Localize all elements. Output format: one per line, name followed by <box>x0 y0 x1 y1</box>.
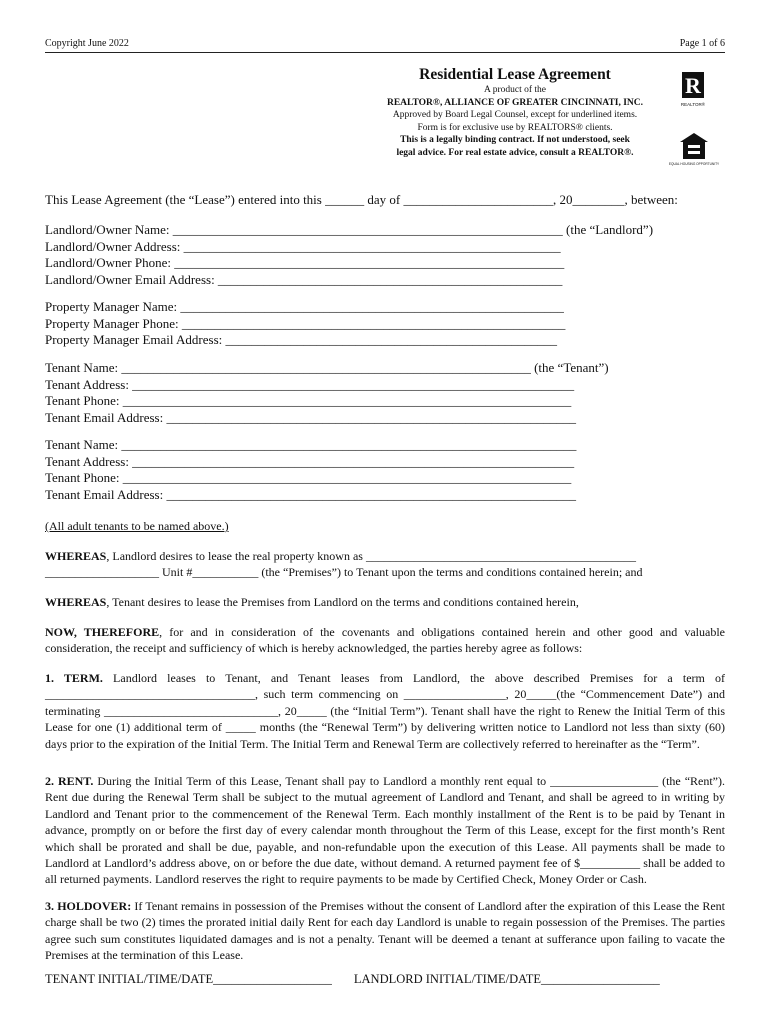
rent-text: During the Initial Term of this Lease, Tenant shall pay to Landlord a monthly rent equal to __________________ (the “Rent”). Rent due during the Renewal Term shall be subject to the mutual agreement of Landlord and Tenant, and shall be agreed to in writing by Landlord and Tenant prior to the commencement of the Renewal Term. Each monthly installment of the Rent is to be paid by Tenant in advance, promptly on or before the first day of every calendar month throughout the Term of this Lease, except for the first month’s Rent which shall be prorated and shall be due, payable, and non-refundable upon the execution of this Lease. All payments shall be made to Landlord at Landlord’s address above, on or before the due date, without demand. A returned payment fee of $__________ shall be added to all returned payments. Landlord reserves the right to require payments to be made by Certified Check, Money Order or Cash. <box>45 774 726 887</box>
realtor-caption: REALTOR® <box>680 102 706 107</box>
landlord-phone-line: Landlord/Owner Phone: ____________________________________________________________ <box>45 255 565 271</box>
whereas-1 <box>45 548 725 581</box>
title-block <box>300 66 730 160</box>
tenant-block-2 <box>45 437 725 503</box>
holdover-heading: 3. HOLDOVER: <box>45 899 132 913</box>
page-number: Page 1 of 6 <box>679 38 725 49</box>
tenant-email-line: Tenant Email Address: _______________________________________________________________ <box>45 486 576 502</box>
binding-note-2: legal advice. For real estate advice, consult a REALTOR®. <box>396 147 634 158</box>
page-header <box>45 36 725 53</box>
whereas-2-lead: WHEREAS <box>45 595 107 609</box>
whereas-1-line-1: , Landlord desires to lease the real property known as _____________________________________________ <box>106 549 636 563</box>
landlord-block <box>45 222 725 288</box>
approval-note: Approved by Board Legal Counsel, except for underlined items. <box>392 110 638 121</box>
term-text: Landlord leases to Tenant, and Tenant leases from Landlord, the above described Premises for a term of ___________________________________, such term commencing on _________________, 20_____(the “Commencement Date”) and terminating _____________________________, 20_____ (the “Initial Term”). Tenant shall have the right to Renew the Initial Term of this Lease for one (1) additional term of _____ months (the “Renewal Term”) by delivering written notice to Landlord not less than sixty (60) days prior to the expiration of the Initial Term. The Initial Term and Renewal Term are collectively referred to hereinafter as the “Term”. <box>45 671 725 751</box>
manager-name-line: Property Manager Name: ___________________________________________________________ <box>45 299 564 314</box>
initials-footer <box>45 972 660 987</box>
tenant-address-line: Tenant Address: ____________________________________________________________________ <box>45 376 575 392</box>
equal-housing-caption: EQUAL HOUSING OPPORTUNITY <box>668 162 720 166</box>
term-heading: 1. TERM. <box>45 671 103 685</box>
whereas-1-line-2: ___________________ Unit #___________ (the “Premises”) to Tenant upon the terms and conditions contained herein; and <box>45 565 643 580</box>
tenant-email-line: Tenant Email Address: _______________________________________________________________ <box>45 409 576 425</box>
section-holdover <box>45 898 725 964</box>
intro-line: This Lease Agreement (the “Lease”) entered into this ______ day of _______________________, 20________, between: <box>45 192 678 207</box>
tenant-initial-field[interactable]: TENANT INITIAL/TIME/DATE___________________ <box>45 972 332 986</box>
manager-email-line: Property Manager Email Address: ___________________________________________________ <box>45 332 558 348</box>
tenant-phone-line: Tenant Phone: _____________________________________________________________________ <box>45 393 572 409</box>
whereas-1-lead: WHEREAS <box>45 549 107 563</box>
organization-name: REALTOR®, ALLIANCE OF GREATER CINCINNATI, INC. <box>386 97 644 108</box>
document-title: Residential Lease Agreement <box>419 66 611 83</box>
landlord-email-line: Landlord/Owner Email Address: _____________________________________________________ <box>45 271 563 287</box>
product-of-text: A product of the <box>483 85 546 95</box>
copyright-text: Copyright June 2022 <box>45 38 129 49</box>
tenant-block-1 <box>45 360 725 426</box>
binding-note-1: This is a legally binding contract. If not understood, seek <box>400 135 630 146</box>
whereas-2-text: , Tenant desires to lease the Premises from Landlord on the terms and conditions contained herein, <box>106 595 579 609</box>
tenant-address-line: Tenant Address: ____________________________________________________________________ <box>45 453 575 469</box>
manager-phone-line: Property Manager Phone: ___________________________________________________________ <box>45 315 566 331</box>
section-term <box>45 670 725 752</box>
whereas-2 <box>45 594 725 610</box>
landlord-initial-field[interactable]: LANDLORD INITIAL/TIME/DATE___________________ <box>353 972 660 986</box>
manager-block <box>45 299 725 349</box>
tenant-name-line: Tenant Name: ______________________________________________________________________ <box>45 437 577 452</box>
rent-heading: 2. RENT. <box>45 774 94 788</box>
realtor-mark: R <box>685 73 701 98</box>
landlord-name-line: Landlord/Owner Name: ____________________________________________________________ (the “Landlord”) <box>45 222 654 237</box>
tenant-phone-line: Tenant Phone: _____________________________________________________________________ <box>45 470 572 486</box>
realtor-logo-icon <box>678 72 710 108</box>
exclusive-use-note: Form is for exclusive use by REALTORS® clients. <box>417 122 613 133</box>
adult-tenants-note: (All adult tenants to be named above.) <box>45 519 229 533</box>
landlord-address-line: Landlord/Owner Address: __________________________________________________________ <box>45 238 561 254</box>
section-rent <box>45 773 725 888</box>
equal-housing-icon <box>668 132 720 172</box>
now-therefore-paragraph <box>45 624 725 657</box>
now-therefore-text: , for and in consideration of the covenants and obligations contained herein and other good and valuable consideration, the receipt and sufficiency of which is hereby acknowledged, the parties hereby agree as follows: <box>45 625 725 656</box>
holdover-text: If Tenant remains in possession of the Premises without the consent of Landlord after the expiration of this Lease the Rent charge shall be two (2) times the prorated initial daily Rent for each day Landlord is unable to regain possession of the Premises. The parties agree such sum constitutes liquidated damages and is not a penalty. Tenant will be deemed a tenant at sufferance upon failing to vacate the Premises at the termination of this Lease. <box>45 899 725 963</box>
now-therefore-lead: NOW, THEREFORE <box>45 625 160 639</box>
tenant-name-line: Tenant Name: _______________________________________________________________ (the “Tenant”) <box>45 360 609 375</box>
